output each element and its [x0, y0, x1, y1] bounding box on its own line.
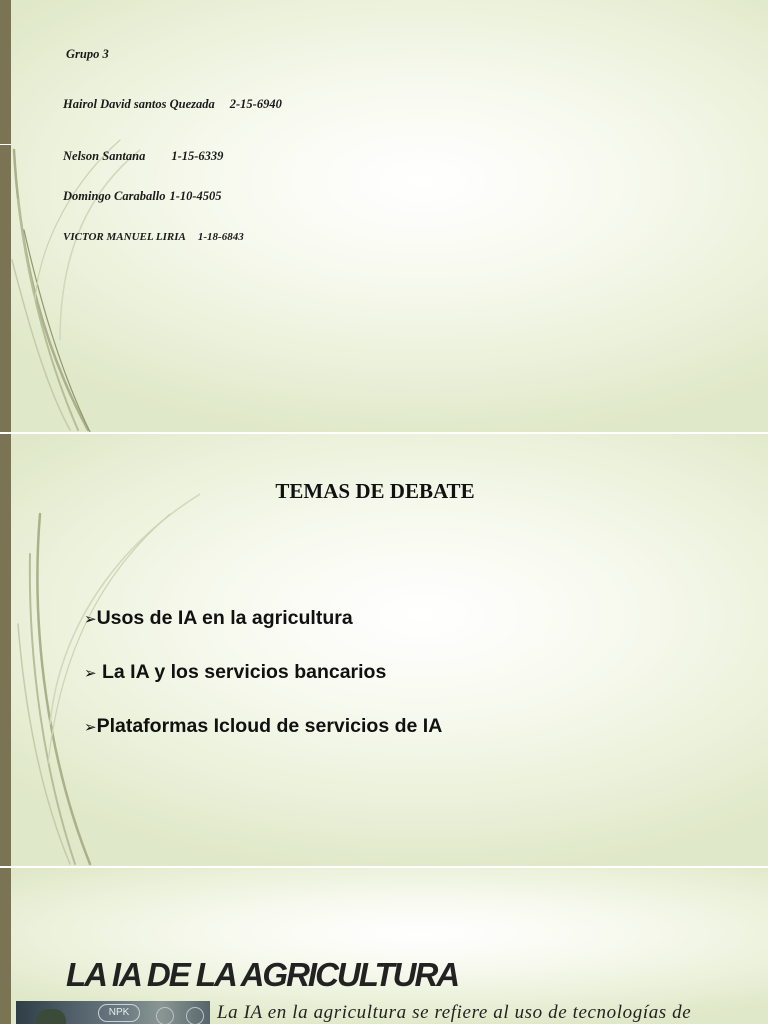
member-id: 1-18-6843: [197, 231, 244, 243]
member-id: 1-15-6339: [171, 149, 224, 163]
arrow-bullet-icon: ➢: [84, 718, 97, 736]
slide-cover: [0, 0, 768, 432]
member-name: Nelson Santana: [63, 149, 146, 163]
group-label: Grupo 3: [66, 47, 109, 61]
member-row: [63, 189, 222, 204]
member-name: Hairol David santos Quezada: [63, 97, 215, 111]
slide-title: TEMAS DE DEBATE: [275, 479, 475, 503]
hand-icon: [36, 1009, 66, 1024]
member-row: [63, 97, 282, 112]
npk-label: NPK: [98, 1004, 140, 1022]
agriculture-photo: [16, 1001, 210, 1024]
list-item-text: Usos de IA en la agricultura: [96, 607, 353, 629]
circle-icon: [186, 1007, 204, 1024]
member-row: [63, 231, 244, 243]
member-name: Domingo Caraballo: [63, 189, 166, 203]
circle-icon: [156, 1007, 174, 1024]
list-item: [84, 661, 386, 684]
list-item-text: La IA y los servicios bancarios: [96, 661, 387, 683]
member-id: 1-10-4505: [169, 189, 222, 203]
leaf-swoosh-icon: [0, 0, 140, 432]
list-item: [84, 607, 353, 630]
member-id: 2-15-6940: [229, 97, 282, 111]
slide-title: LA IA DE LA AGRICULTURA: [66, 956, 459, 993]
body-paragraph: La IA en la agricultura se refiere al uso de tecnologías de: [217, 1002, 692, 1023]
arrow-bullet-icon: ➢: [84, 610, 97, 628]
member-row: [63, 149, 223, 164]
arrow-bullet-icon: ➢: [84, 664, 97, 682]
slide-agriculture: [0, 868, 768, 1024]
list-item-text: Plataformas Icloud de servicios de IA: [96, 715, 443, 737]
list-item: [84, 715, 442, 738]
left-accent-bar: [0, 868, 11, 1024]
member-name: VICTOR MANUEL LIRIA: [63, 231, 186, 243]
slide-topics: [0, 434, 768, 866]
